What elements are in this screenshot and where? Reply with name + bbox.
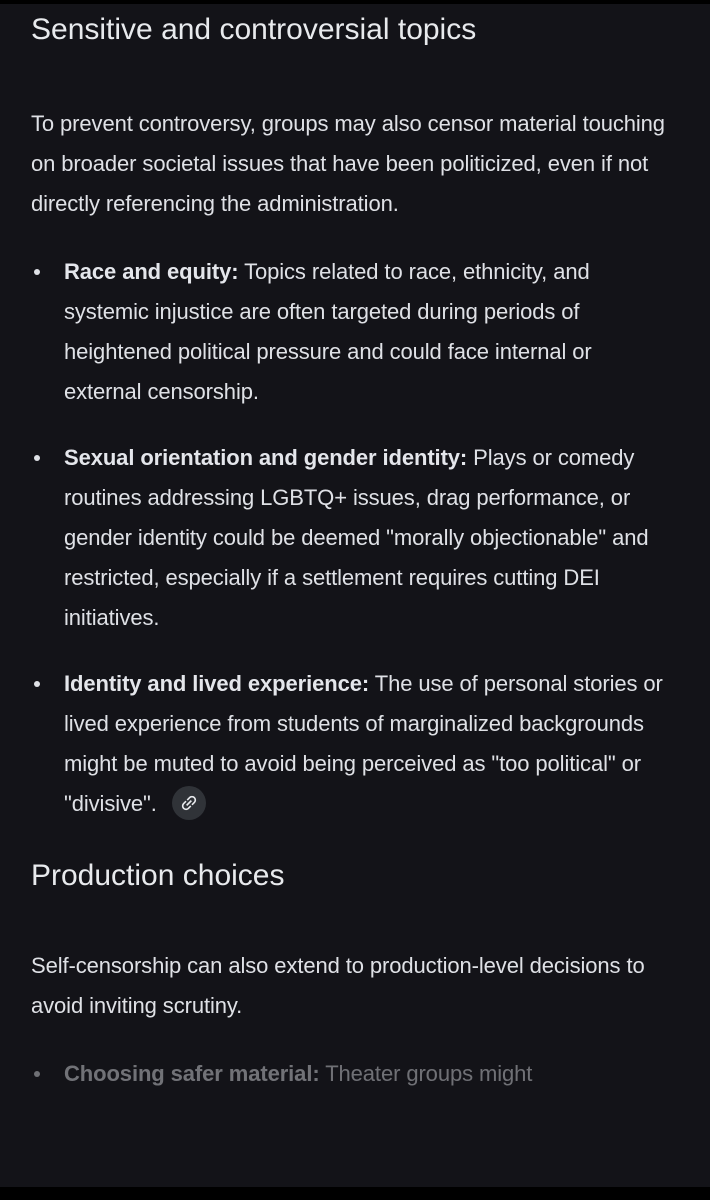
bullet-dot-icon <box>34 455 40 461</box>
bottom-frame-bar <box>0 1187 710 1200</box>
list-item-identity-lived-experience <box>31 664 674 824</box>
bullet-term: Choosing safer material: <box>64 1061 320 1086</box>
bullet-text: Topics related to race, ethnicity, and systemic injustice are often targeted during periods of heightened political pressure and could face internal or external censorship. <box>64 259 592 404</box>
bullet-dot-icon <box>34 269 40 275</box>
list-item-race-and-equity <box>31 252 674 412</box>
document-content <box>0 4 710 1094</box>
list-item-sexual-orientation <box>31 438 674 638</box>
citation-chip[interactable] <box>172 786 206 820</box>
section-intro: To prevent controversy, groups may also censor material touching on broader societal issues that have been politicized, even if not directly referencing the administration. <box>31 111 665 216</box>
bullet-term: Identity and lived experience: <box>64 671 370 696</box>
bullet-dot-icon <box>34 1071 40 1077</box>
section-heading: Production choices <box>31 859 285 892</box>
bullet-term: Sexual orientation and gender identity: <box>64 445 468 470</box>
link-icon <box>175 789 203 817</box>
section-production-choices <box>31 854 682 1094</box>
bullet-term: Race and equity: <box>64 259 239 284</box>
bullet-text: Theater groups might <box>325 1061 533 1086</box>
section-heading: Sensitive and controversial topics <box>31 13 477 46</box>
bullet-list <box>31 252 682 824</box>
top-frame-bar <box>0 0 710 4</box>
bullet-dot-icon <box>34 681 40 687</box>
bullet-text: The use of personal stories or lived experience from students of marginalized backgrounds might be muted to avoid being perceived as "too political" or "divisive". <box>64 671 663 816</box>
list-item-choosing-safer-material-truncated <box>31 1054 674 1094</box>
bullet-text: Plays or comedy routines addressing LGBTQ+ issues, drag performance, or gender identity could be deemed "morally objectionable" and restricted, especially if a settlement requires cutting DEI initiatives. <box>64 445 649 630</box>
bullet-list <box>31 1054 682 1094</box>
section-intro: Self-censorship can also extend to production-level decisions to avoid inviting scrutiny. <box>31 953 645 1018</box>
section-sensitive-topics <box>31 8 682 824</box>
